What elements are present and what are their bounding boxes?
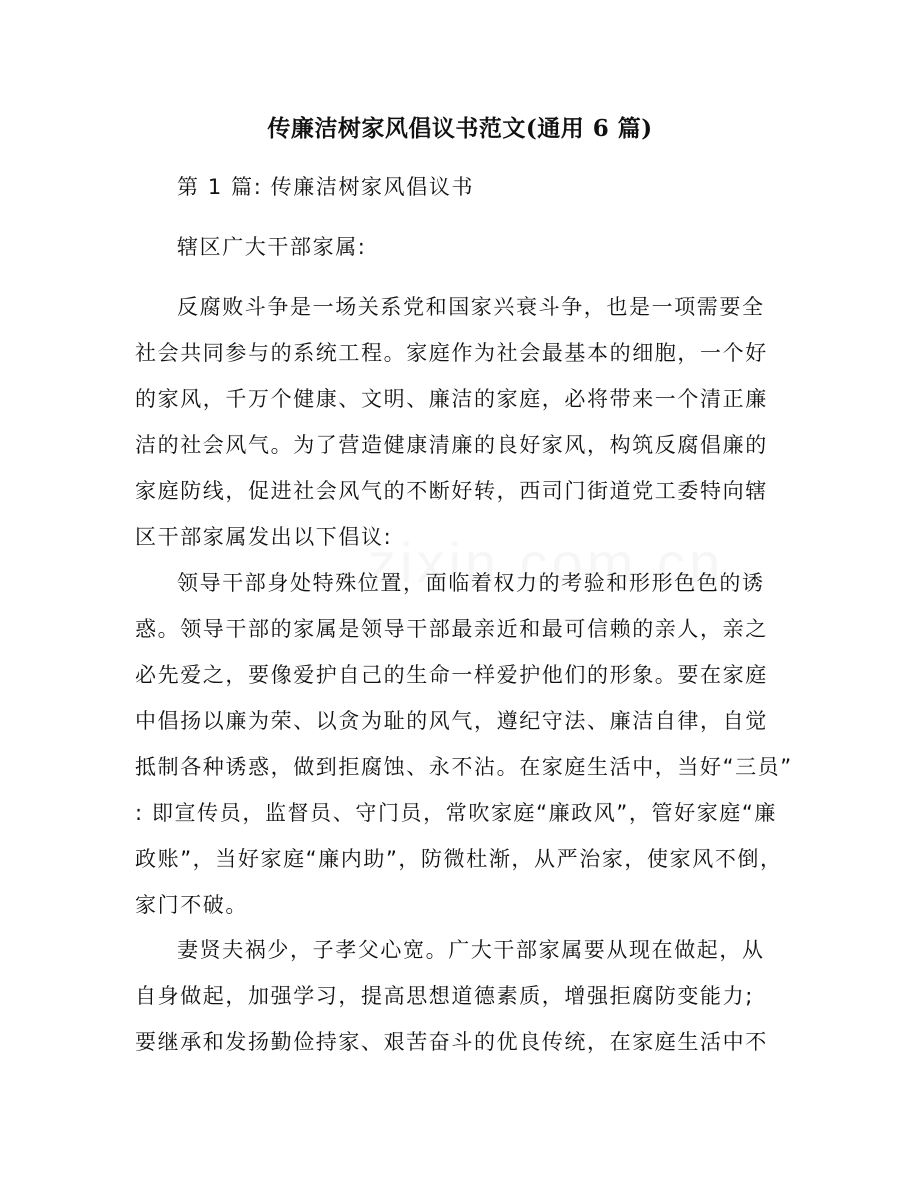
- paragraph-line: : 即宣传员，监督员、守门员，常吹家庭“廉政风”，管好家庭“廉: [135, 801, 777, 825]
- paragraph-1: [135, 284, 775, 560]
- paragraph-line: 抵制各种诱惑，做到拒腐蚀、永不沾。在家庭生活中，当好“三员”: [135, 755, 793, 779]
- paragraph-line: 区干部家属发出以下倡议:: [135, 525, 393, 549]
- paragraph-line: 反腐败斗争是一场关系党和国家兴衰斗争，也是一项需要全: [177, 295, 765, 319]
- paragraph-line: 妻贤夫祸少，子孝父心宽。广大干部家属要从现在做起，从: [177, 938, 765, 962]
- paragraph-2: [135, 560, 793, 928]
- salutation: 辖区广大干部家属:: [177, 235, 367, 259]
- paragraph-3: [135, 927, 775, 1065]
- paragraph-line: 必先爱之，要像爱护自己的生命一样爱护他们的形象。要在家庭: [135, 663, 768, 687]
- paragraph-line: 领导干部身处特殊位置，面临着权力的考验和形形色色的诱: [177, 571, 765, 595]
- paragraph-line: 家庭防线，促进社会风气的不断好转，西司门街道党工委特向辖: [135, 479, 768, 503]
- section-heading-block: [135, 164, 775, 210]
- paragraph-line: 惑。领导干部的家属是领导干部最亲近和最可信赖的亲人，亲之: [135, 617, 768, 641]
- paragraph-line: 中倡扬以廉为荣、以贪为耻的风气，遵纪守法、廉洁自律，自觉: [135, 709, 768, 733]
- paragraph-line: 自身做起，加强学习，提高思想道德素质，增强拒腐防变能力;: [135, 984, 754, 1008]
- paragraph-line: 社会共同参与的系统工程。家庭作为社会最基本的细胞，一个好: [135, 341, 768, 365]
- document-title: 传廉洁树家风倡议书范文(通用 6 篇): [267, 115, 653, 142]
- paragraph-line: 要继承和发扬勤俭持家、艰苦奋斗的优良传统，在家庭生活中不: [135, 1030, 768, 1054]
- paragraph-line: 家门不破。: [135, 893, 248, 917]
- salutation-block: [135, 224, 775, 270]
- section-heading: 第 1 篇: 传廉洁树家风倡议书: [177, 175, 475, 199]
- paragraph-line: 洁的社会风气。为了营造健康清廉的良好家风，构筑反腐倡廉的: [135, 433, 768, 457]
- paragraph-line: 政账”，当好家庭“廉内助”，防微杜渐，从严治家，使家风不倒，: [135, 847, 783, 871]
- paragraph-line: 的家风，千万个健康、文明、廉洁的家庭，必将带来一个清正廉: [135, 387, 768, 411]
